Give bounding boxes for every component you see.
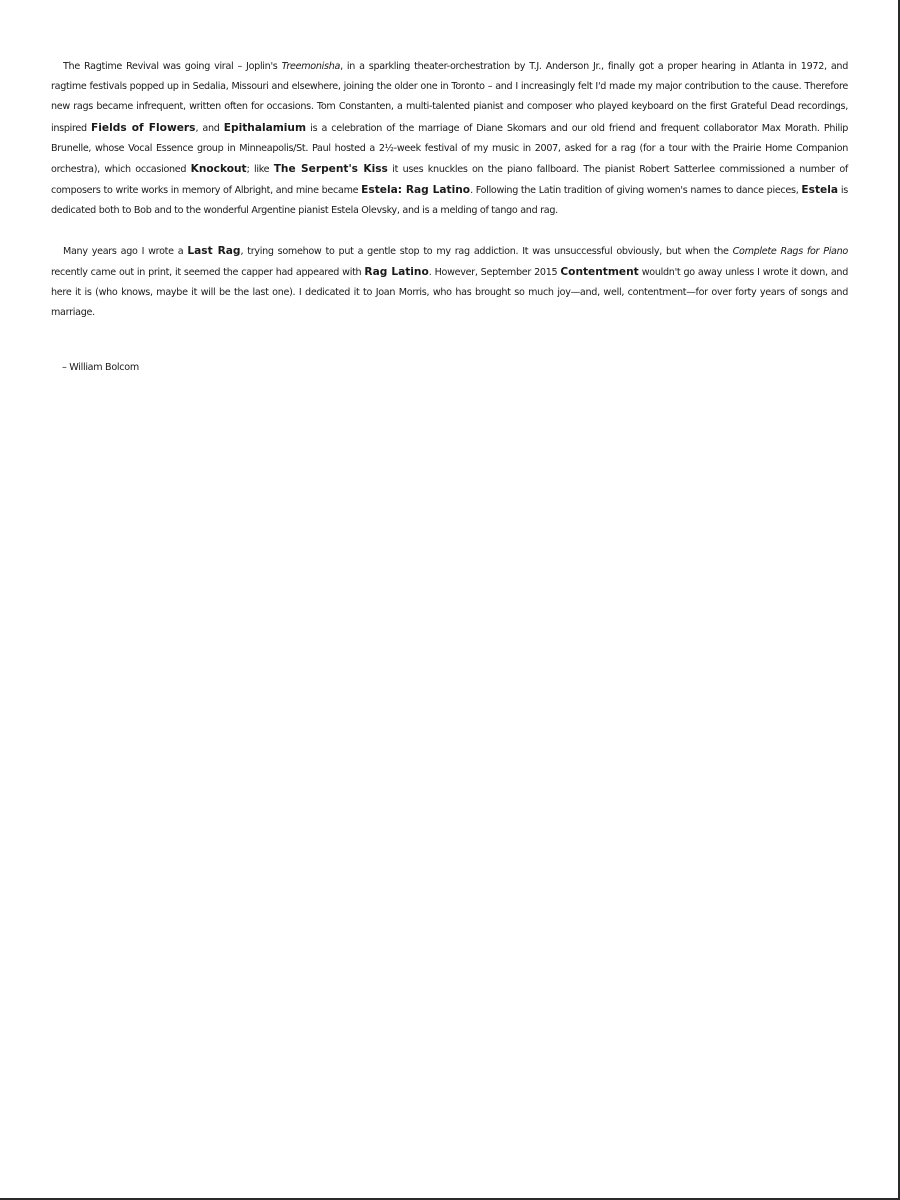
italic-title: Complete Rags for Piano [732, 245, 848, 257]
author-signature: – William Bolcom [62, 362, 139, 374]
text-run: . However, September 2015 [428, 266, 561, 278]
text-run: . Following the Latin tradition of giving women's names to dance pieces, [470, 185, 802, 197]
text-run: , in a sparkling theater-orchestration by T.J. Anderson Jr., finally got a proper hearing in Atlanta in 1972, and ragtime festivals popped up in Sedalia, Missouri and elsewhere, joining the older one in Toronto – and I increasingly felt I'd made my major contribution to the cause. Therefore new rags became infrequent, written often for occasions. Tom Constanten, a multi-talented pianist and composer who played keyboard on the first Grateful Dead recordings, inspired [51, 61, 848, 134]
text-run: is a celebration of the marriage of Diane Skomars and our old friend and frequent collaborator Max Morath. Philip Brunelle, whose Vocal Essence group in Minneapolis/St. Paul hosted a 2½-week festival of my music in 2007, asked for a rag (for a tour with the Prairie Home Companion orchestra), which occasioned [51, 122, 849, 176]
bold-title: Estela [801, 184, 838, 197]
text-run: wouldn't go away unless I wrote it down, and here it is (who knows, maybe it will be the last one). I dedicated it to Joan Morris, who has brought so much joy—and, well, contentment—for over forty years of songs and marriage. [51, 266, 848, 319]
italic-title: Treemonisha [281, 61, 341, 72]
bold-title: Fields of Flowers [91, 121, 196, 134]
text-run: is dedicated both to Bob and to the wonderful Argentine pianist Estela Olevsky, and is a melding of tango and rag. [51, 185, 848, 217]
paragraph-last-rag [51, 241, 848, 324]
bold-title: Epithalamium [223, 121, 307, 134]
document-page [51, 57, 848, 378]
bold-title: Last Rag [187, 244, 241, 257]
bold-title: Knockout [190, 163, 247, 176]
bold-title: Estela: Rag Latino [361, 184, 471, 197]
text-run: , trying somehow to put a gentle stop to my rag addiction. It was unsuccessful obviously, but when the [240, 245, 733, 257]
text-run: Many years ago I wrote a [63, 245, 188, 257]
text-run: recently came out in print, it seemed the capper had appeared with [51, 266, 365, 278]
text-run: it uses knuckles on the piano fallboard. The pianist Robert Satterlee commissioned a number of composers to write works in memory of Albright, and mine became [51, 164, 848, 197]
text-run: The Ragtime Revival was going viral – Joplin's [63, 61, 282, 72]
bold-title: Contentment [560, 265, 639, 278]
paragraph-ragtime-revival [51, 57, 848, 222]
text-run: ; like [246, 164, 274, 176]
bold-title: The Serpent's Kiss [273, 163, 388, 176]
bold-title: Rag Latino [364, 265, 429, 278]
text-run: , and [195, 122, 224, 134]
